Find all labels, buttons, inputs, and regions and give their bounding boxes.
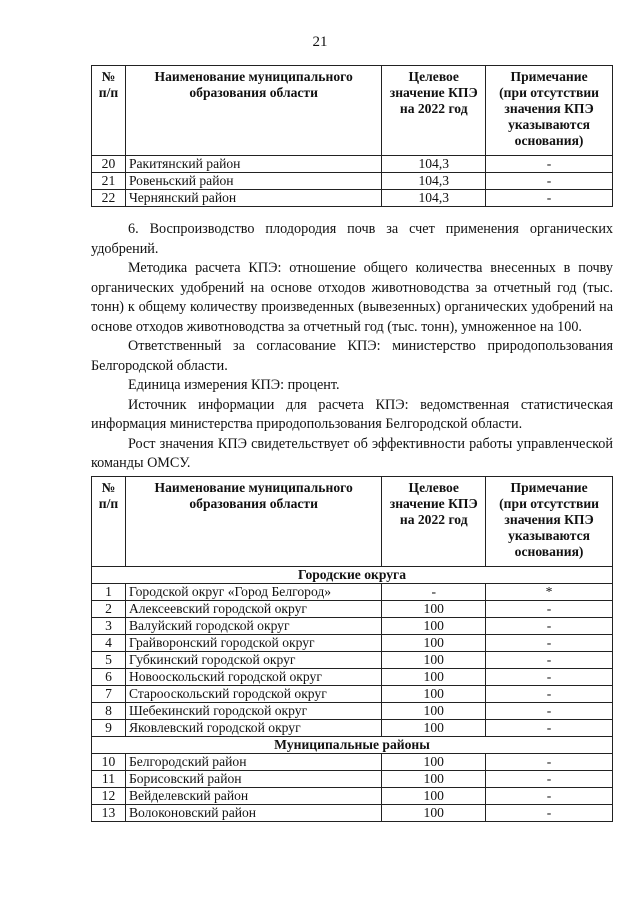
- table-row: [92, 601, 613, 618]
- header-note-rest: (при отсутствии значения КПЭ указываются основания): [499, 496, 599, 559]
- table-row: [92, 686, 613, 703]
- section-row: [92, 737, 613, 754]
- row-note: -: [486, 156, 613, 173]
- row-note: -: [486, 805, 613, 822]
- row-note: -: [486, 771, 613, 788]
- header-name: Наименование муниципального образования области: [125, 477, 381, 567]
- row-target-value: 104,3: [382, 173, 486, 190]
- row-name: Шебекинский городской округ: [125, 703, 381, 720]
- header-note: [486, 66, 613, 156]
- row-number: 11: [92, 771, 126, 788]
- row-number: 2: [92, 601, 126, 618]
- row-name: Ракитянский район: [125, 156, 381, 173]
- section-municipal-districts: Муниципальные районы: [92, 737, 613, 754]
- table-row: [92, 156, 613, 173]
- header-name: Наименование муниципального образования области: [125, 66, 381, 156]
- row-target-value: 104,3: [382, 190, 486, 207]
- row-name: Белгородский район: [125, 754, 381, 771]
- row-name: Чернянский район: [125, 190, 381, 207]
- paragraph-method: Методика расчета КПЭ: отношение общего количества внесенных в почву органических удобрений на основе отходов животноводства за отчетный год (тыс. тонн) к общему количеству произведенных (вывезенных) органических удобрений на основе отходов животноводства за отчетный год (тыс. тонн), умноженное на 100.: [91, 260, 613, 335]
- row-number: 8: [92, 703, 126, 720]
- row-note: -: [486, 669, 613, 686]
- paragraph-responsible: Ответственный за согласование КПЭ: министерство природопользования Белгородской области.: [91, 338, 613, 374]
- row-number: 5: [92, 652, 126, 669]
- row-target-value: 100: [382, 703, 486, 720]
- paragraph-title: 6. Воспроизводство плодородия почв за счет применения органических удобрений.: [91, 221, 613, 257]
- row-target-value: 100: [382, 788, 486, 805]
- row-name: Валуйский городской округ: [125, 618, 381, 635]
- row-note: -: [486, 652, 613, 669]
- table-row: [92, 584, 613, 601]
- page-number: 21: [312, 34, 328, 50]
- row-number: 12: [92, 788, 126, 805]
- row-name: Новооскольский городской округ: [125, 669, 381, 686]
- row-number: 4: [92, 635, 126, 652]
- table-header-row: [92, 66, 613, 156]
- kpe-description: [91, 220, 613, 474]
- row-number: 20: [92, 156, 126, 173]
- row-number: 6: [92, 669, 126, 686]
- row-note: -: [486, 618, 613, 635]
- table-row: [92, 173, 613, 190]
- row-note: -: [486, 703, 613, 720]
- row-target-value: 100: [382, 805, 486, 822]
- section-row: [92, 567, 613, 584]
- row-target-value: 100: [382, 669, 486, 686]
- header-num: № п/п: [92, 66, 126, 156]
- row-name: Вейделевский район: [125, 788, 381, 805]
- row-target-value: 100: [382, 601, 486, 618]
- table-row: [92, 771, 613, 788]
- paragraph-source: Источник информации для расчета КПЭ: ведомственная статистическая информация министерства природопользования Белгородской области.: [91, 396, 613, 432]
- table-row: [92, 805, 613, 822]
- row-target-value: 104,3: [382, 156, 486, 173]
- row-number: 22: [92, 190, 126, 207]
- row-note: -: [486, 686, 613, 703]
- kpe-table-continued: [91, 65, 613, 207]
- table-row: [92, 635, 613, 652]
- paragraph-growth: Рост значения КПЭ свидетельствует об эффективности работы управленческой команды ОМСУ.: [91, 435, 613, 471]
- table-row: [92, 618, 613, 635]
- paragraph-unit: Единица измерения КПЭ: процент.: [128, 377, 340, 393]
- row-target-value: 100: [382, 686, 486, 703]
- row-target-value: 100: [382, 771, 486, 788]
- table-header-row: [92, 477, 613, 567]
- table-row: [92, 788, 613, 805]
- header-target: Целевое значение КПЭ на 2022 год: [382, 66, 486, 156]
- header-note: [486, 477, 613, 567]
- row-note: -: [486, 720, 613, 737]
- row-target-value: 100: [382, 754, 486, 771]
- row-name: Старооскольский городской округ: [125, 686, 381, 703]
- row-number: 13: [92, 805, 126, 822]
- row-note: *: [486, 584, 613, 601]
- row-note: -: [486, 190, 613, 207]
- row-name: Яковлевский городской округ: [125, 720, 381, 737]
- row-number: 9: [92, 720, 126, 737]
- header-note-rest: (при отсутствии значения КПЭ указываются основания): [499, 85, 599, 148]
- table-row: [92, 652, 613, 669]
- header-num: № п/п: [92, 477, 126, 567]
- table-row: [92, 754, 613, 771]
- header-target: Целевое значение КПЭ на 2022 год: [382, 477, 486, 567]
- row-note: -: [486, 754, 613, 771]
- row-number: 10: [92, 754, 126, 771]
- row-target-value: 100: [382, 635, 486, 652]
- row-target-value: 100: [382, 618, 486, 635]
- row-number: 21: [92, 173, 126, 190]
- row-name: Городской округ «Город Белгород»: [125, 584, 381, 601]
- row-note: -: [486, 635, 613, 652]
- row-number: 7: [92, 686, 126, 703]
- table-row: [92, 720, 613, 737]
- table-row: [92, 669, 613, 686]
- header-note-title: Примечание: [510, 69, 588, 84]
- row-number: 1: [92, 584, 126, 601]
- row-name: Алексеевский городской округ: [125, 601, 381, 618]
- section-urban-districts: Городские округа: [92, 567, 613, 584]
- row-name: Грайворонский городской округ: [125, 635, 381, 652]
- row-name: Ровеньский район: [125, 173, 381, 190]
- row-target-value: 100: [382, 720, 486, 737]
- row-name: Борисовский район: [125, 771, 381, 788]
- header-note-title: Примечание: [510, 480, 588, 495]
- row-target-value: -: [382, 584, 486, 601]
- row-note: -: [486, 601, 613, 618]
- row-note: -: [486, 788, 613, 805]
- row-number: 3: [92, 618, 126, 635]
- table-row: [92, 190, 613, 207]
- row-note: -: [486, 173, 613, 190]
- row-target-value: 100: [382, 652, 486, 669]
- kpe-table: [91, 476, 613, 822]
- row-name: Губкинский городской округ: [125, 652, 381, 669]
- table-row: [92, 703, 613, 720]
- row-name: Волоконовский район: [125, 805, 381, 822]
